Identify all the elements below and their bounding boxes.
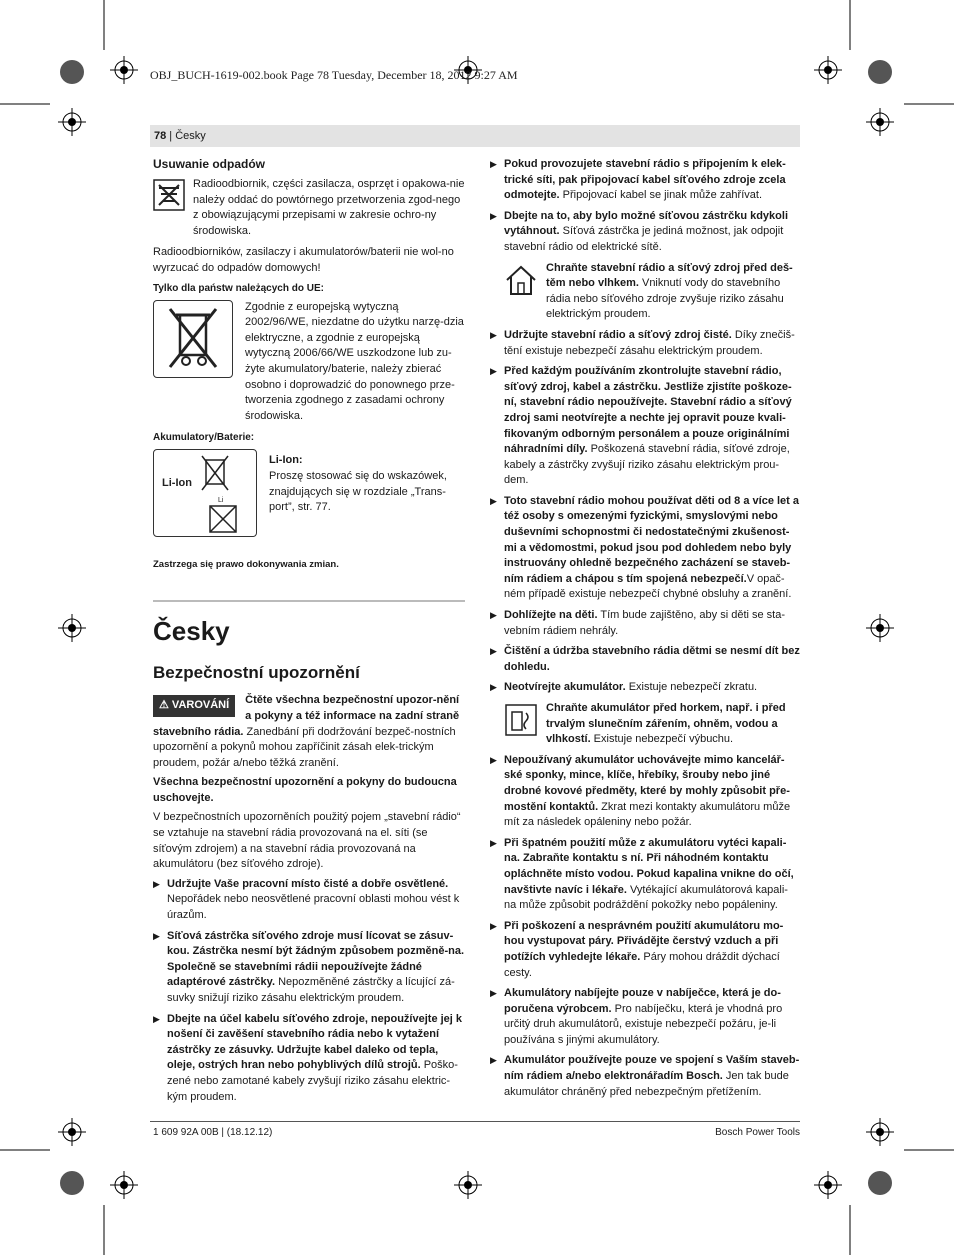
bullet-arrow-icon: ▶	[153, 1013, 160, 1024]
footer-doc-number: 1 609 92A 00B | (18.12.12)	[153, 1127, 273, 1138]
bullet-text: Připojovací kabel se jinak může zahřívat.	[559, 189, 762, 202]
bullet-arrow-icon: ▶	[490, 210, 497, 221]
pl-eu-text: Zgodnie z europejską wytyczną 2002/96/WE, niezdatne do użytku narzę-dzia elektryczne, a zgodnie z europejską wytyczną 2006/66/WE uszkodzone lub zu-żyte akumulatory/baterie, należy zbierać osobno i doprowadzić do ponownego prze-tworzenia zgodnego z zasadami ochrony środowiska.	[245, 300, 464, 422]
bullet-bold: Dbejte na to, aby bylo možné síťovou zástrčku kdykoli vytáhnout.	[504, 209, 789, 238]
bullet-text: V opač-ném případě existuje nebezpečí chybné obsluhy a zranění.	[504, 572, 792, 601]
right-bullet-11	[490, 919, 800, 981]
cz-subtitle: Bezpečnostní upozornění	[153, 663, 360, 683]
pl-disposal-block	[153, 177, 465, 239]
cz-title: Česky	[153, 616, 230, 647]
right-bullet-4	[490, 364, 800, 489]
house-warning-block	[504, 261, 800, 323]
house-moisture-icon	[504, 263, 538, 297]
pl-reserve-note: Zastrzega się prawo dokonywania zmian.	[153, 559, 339, 571]
term-definition: V bezpečnostních upozorněních použitý pojem „stavební rádio“ se vztahuje na stavební rádia provozovaná na el. síti (se síťovým zdrojem) a na stavební rádia provozovaná na akumulátoru (bez síťového zdroje).	[153, 811, 461, 871]
bullet-arrow-icon: ▶	[490, 366, 497, 377]
page-number: 78	[154, 130, 167, 142]
bullet-bold: Pokud provozujete stavební rádio s připojením k elek-trické síti, pak připojovací kabel síťového zdroje zcela odmotejte.	[504, 158, 786, 202]
bullet-arrow-icon: ▶	[490, 1055, 497, 1066]
bullet-bold: Dbejte na účel kabelu síťového zdroje, nepoužívejte jej k nošení či zavěšení stavebního rádia nebo k vytažení zástrčky ze zásuvky. Udržujte kabel daleko od tepla, oleje, ostrých hran nebo pohyblivých dílů strojů.	[167, 1012, 463, 1072]
right-bullet-7	[490, 644, 800, 675]
sun-bold: Chraňte akumulátor před horkem, např. i před trvalým slunečním zářením, ohněm, vodou a vlhkostí.	[546, 702, 786, 746]
header-separator: |	[166, 130, 176, 142]
pl-disposal-text: Radioodbiornik, części zasilacza, osprzęt i opakowa-nie należy oddać do powtórnego przetworzenia zgod-nego z obowiązującymi przepisami w zakresie ochro-ny środowiska.	[193, 178, 465, 237]
bullet-text: Existuje nebezpečí zkratu.	[625, 681, 758, 694]
bullet-text: Nepozměněné zástrčky a lícující zá-suvky snižují riziko zásahu elektrickým proudem.	[167, 976, 455, 1004]
bullet-bold: Nepoužívaný akumulátor uchovávejte mimo kancelář-ské sponky, mince, klíče, hřebíky, šrouby nebo jiné drobné kovové předměty, které by mohly způsobit pře-mostění kontaktů.	[504, 753, 790, 813]
pl-disposal-heading: Usuwanie odpadów	[153, 157, 266, 171]
footer-brand: Bosch Power Tools	[715, 1127, 800, 1138]
left-bullet-2	[153, 929, 465, 1007]
house-bold: Chraňte stavební rádio a síťový zdroj před deš-těm nebo vlhkem.	[546, 261, 793, 290]
right-bullet-9	[490, 753, 800, 831]
right-bullet-3	[490, 328, 800, 359]
bullet-arrow-icon: ▶	[153, 930, 160, 941]
bullet-text: Poško-zené nebo zamotané kabely zvyšují riziko zásahu elektric-kým proudem.	[167, 1059, 458, 1103]
warning-rest-text: Zanedbání při dodržování bezpeč-nostních upozornění a pokynů mohou zapříčinit zásah elek-trickým proudem, požár a/nebo těžká zranění.	[153, 725, 456, 769]
bullet-bold: Při špatném použití může z akumulátoru vytéci kapali-na. Zabraňte kontaktu s ní. Při náhodném kontaktu opláchněte místo vodou. Pokud kapalina vnikne do očí, navštivte navíc i lékaře.	[504, 836, 794, 896]
bullet-bold: Akumulátor používejte pouze ve spojení s Vaším staveb-ním rádiem a/nebo elektronářadím Bosch.	[504, 1054, 800, 1083]
warning-label: VAROVÁNÍ	[171, 699, 230, 712]
house-rest: Vniknutí vody do stavebního rádia nebo síťového zdroje zvyšuje riziko zásahu elektrickým proudem.	[546, 277, 784, 321]
bullet-arrow-icon: ▶	[490, 682, 497, 693]
footer-rule	[150, 1121, 800, 1122]
bullet-bold: Síťová zástrčka síťového zdroje musí lícovat se zásuv-kou. Zástrčka nesmí být žádným způsobem pozměně-na. Společně se stavebními rádii nepoužívejte žádné adaptérové zástrčky.	[167, 929, 465, 989]
bullet-text: Síťová zástrčka je jediná možnost, jak odpojit stavební rádio od elektrické sítě.	[504, 225, 784, 253]
pl-household-text: Radioodbiorników, zasilaczy i akumulatorów/baterii nie wol-no wyrzucać do odpadów domowych!	[153, 246, 454, 274]
bullet-bold: Čištění a údržba stavebního rádia dětmi se nesmí dít bez dohledu.	[504, 645, 800, 673]
right-bullet-10	[490, 836, 800, 914]
bullet-text: Díky znečiš-tění existuje nebezpečí zásahu elektrickým proudem.	[504, 328, 795, 357]
warning-bold-text: Čtěte všechna bezpečnostní upozor-nění a pokyny a též informace na zadní straně stavebního rádia.	[153, 694, 460, 738]
bullet-arrow-icon: ▶	[153, 878, 160, 889]
sun-rest: Existuje nebezpečí výbuchu.	[590, 733, 734, 746]
bullet-arrow-icon: ▶	[490, 610, 497, 621]
sun-warning-block	[504, 701, 800, 748]
bullet-bold: Neotvírejte akumulátor.	[504, 681, 626, 694]
li-ion-text-block	[265, 449, 465, 537]
bullet-arrow-icon: ▶	[490, 988, 497, 999]
left-bullet-1	[153, 877, 465, 924]
bullet-arrow-icon: ▶	[490, 159, 497, 169]
bullet-arrow-icon: ▶	[490, 754, 497, 765]
bullet-arrow-icon: ▶	[490, 837, 497, 848]
right-bullet-6	[490, 608, 800, 639]
right-bullet-13	[490, 1053, 800, 1100]
right-bullet-1	[490, 157, 800, 204]
pl-eu-block	[153, 300, 465, 425]
bullet-bold: Dohlížejte na děti.	[504, 609, 598, 622]
bullet-bold: Před každým používáním zkontrolujte stavební rádio, síťový zdroj, kabel a zástrčku. Jestliže zjistíte poškoze-ní, stavební rádio nepoužívejte. Stavební rádio a síťový zdroj sami neotvírejte a nechte jej opravit pouze kvali-fikovaným odborným personálem a pouze originálními náhradními díly.	[504, 365, 792, 456]
bullet-bold: Udržujte stavební rádio a síťový zdroj čisté.	[504, 328, 732, 341]
left-bullet-3	[153, 1012, 465, 1106]
li-small-label: Li	[218, 497, 224, 505]
bullet-bold: Při poškození a nesprávném použití akumulátoru mo-hou vystupovat páry. Přivádějte čerstvý vzduch a při potížích vyhledejte lékaře.	[504, 919, 784, 963]
bullet-text: Páry mohou dráždit dýchací cesty.	[504, 950, 780, 979]
pl-eu-heading: Tylko dla państw należących do UE:	[153, 282, 324, 294]
crossed-tools-disposal-icon	[153, 179, 185, 211]
header-language: Česky	[175, 130, 206, 142]
page-header	[154, 130, 206, 142]
right-bullet-5	[490, 494, 800, 603]
right-bullet-8	[490, 680, 800, 696]
bullet-text: Vytékající akumulátorová kapali-na může způsobit podráždění pokožky nebo popáleniny.	[504, 883, 788, 912]
li-ion-label: Li-Ion:	[269, 454, 303, 467]
bullet-arrow-icon: ▶	[490, 329, 497, 340]
bullet-text: Nepořádek nebo neosvětlené pracovní oblasti mohou vést k úrazům.	[167, 893, 460, 922]
battery-heat-icon	[504, 703, 538, 737]
bullet-arrow-icon: ▶	[490, 495, 497, 506]
keep-instructions: Všechna bezpečnostní upozornění a pokyny do budoucna uschovejte.	[153, 776, 457, 804]
bullet-text: Zkrat mezi kontakty akumulátoru může mít za následek opáleniny nebo požár.	[504, 800, 791, 829]
right-column	[490, 157, 800, 1105]
left-column	[153, 157, 465, 1110]
bullet-text: Poškozená stavební rádia, síťové zdroje, kabely a zástrčky zvyšují riziko zásahu elektrickým prou-dem.	[504, 443, 790, 487]
li-ion-icon-label: Li-Ion	[162, 477, 192, 490]
sun-warning-text	[546, 701, 800, 748]
bullet-bold: Udržujte Vaše pracovní místo čisté a dobře osvětlené.	[167, 877, 449, 890]
bullet-arrow-icon: ▶	[490, 920, 497, 931]
warning-badge: ⚠ VAROVÁNÍ	[153, 695, 235, 717]
bullet-text: Pro nabíječku, která je vhodná pro určitý druh akumulátorů, existuje nebezpečí požáru, je-li používána s jinými akumulátory.	[504, 1002, 783, 1046]
bullet-bold: Akumulátory nabíjejte pouze v nabíječce, která je do-poručena výrobcem.	[504, 987, 781, 1015]
house-warning-text	[546, 261, 800, 323]
li-ion-text: Proszę stosować się do wskazówek, znajdujących się w rozdziale „Trans-port”, str. 77.	[269, 469, 447, 514]
warning-paragraph	[153, 693, 465, 771]
pl-liion-block	[153, 449, 465, 537]
book-info-line: OBJ_BUCH-1619-002.book Page 78 Tuesday, December 18, 2012 9:27 AM	[150, 68, 518, 82]
bullet-arrow-icon: ▶	[490, 646, 497, 657]
bullet-text: Jen tak bude akumulátor chráněný před nebezpečným přetížením.	[504, 1070, 789, 1098]
li-ion-battery-icon	[153, 449, 257, 537]
page-header-bar	[150, 125, 800, 147]
right-bullet-12	[490, 986, 800, 1048]
section-rule	[153, 600, 465, 602]
bullet-bold: Toto stavební rádio mohou používat děti od 8 a více let a též osoby s omezenými fyzickými, smyslovými nebo duševními schopnostmi či nedostatečnými zkušenost-mi a vědomostmi, pokud jsou pod dohledem nebo byly instruovány ohledně bezpečného zacházení se staveb-ním rádiem a chápou s tím spojená nebezpečí.	[504, 494, 800, 585]
pl-battery-heading: Akumulatory/Baterie:	[153, 432, 255, 444]
crossed-bin-icon	[153, 300, 233, 378]
right-bullet-2	[490, 209, 800, 256]
bullet-text: Tím bude zajištěno, aby si děti se sta-vebním rádiem nehrály.	[504, 609, 786, 637]
